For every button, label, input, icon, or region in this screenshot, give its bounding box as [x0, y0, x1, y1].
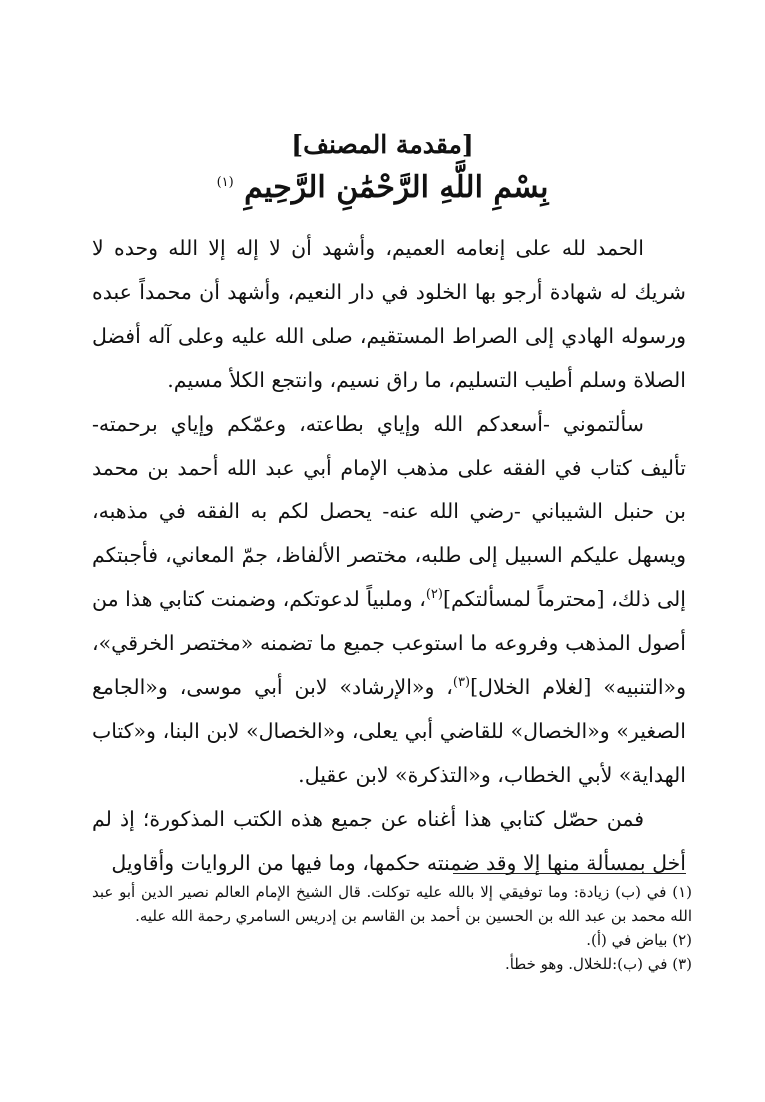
footnotes-section	[92, 880, 692, 976]
chapter-title: [مقدمة المصنف]	[291, 130, 474, 159]
footnote-ref-3: (٣)	[452, 675, 471, 691]
footnote-2: (٢) بياض في (أ).	[586, 931, 692, 949]
paragraph-purpose-part-2: ، وملبياً لدعوتكم، وضمنت كتابي هذا من أصول المذهب وفروعه ما استوعب جميع ما تضمنه «مختصر الخرقي»، و«التنبيه» [لغلام الخلال]	[92, 587, 686, 700]
paragraph-purpose-part-1: سألتموني -أسعدكم الله وإياي بطاعته، وعمّكم وإياي برحمته- تأليف كتاب في الفقه على مذهب الإمام أبي عبد الله أحمد بن محمد بن حنبل الشيباني -رضي الله عنه- يحصل لكم به الفقه في مذهبه، ويسهل عليكم السبيل إلى طلبه، مختصر الألفاظ، جمّ المعاني، فأجبتكم إلى ذلك، [محترماً لمسألتكم]	[92, 411, 686, 612]
footnote-1: (١) في (ب) زيادة: وما توفيقي إلا بالله عليه توكلت. قال الشيخ الإمام العالم نصير الدين أبو عبد الله محمد بن عبد الله بن الحسين بن أحمد بن القاسم بن إدريس السامري رحمة الله عليه.	[92, 883, 692, 925]
basmala-text: بِسْمِ اللَّهِ الرَّحْمَٰنِ الرَّحِيمِ	[244, 170, 549, 205]
footnote-separator	[453, 873, 686, 874]
basmala-line	[0, 166, 765, 210]
paragraph-sufficiency: فمن حصّل كتابي هذا أغناه عن جميع هذه الكتب المذكورة؛ إذ لم أخل بمسألة منها إلا وقد ضمنته حكمها، وما فيها من الروايات وأقاويل	[92, 806, 686, 875]
footnote-ref-1: (١)	[216, 175, 234, 190]
main-text	[92, 227, 686, 886]
paragraph-purpose	[92, 403, 686, 798]
paragraph-praise: الحمد لله على إنعامه العميم، وأشهد أن لا إله إلا الله وحده لا شريك له شهادة أرجو بها الخلود في دار النعيم، وأشهد أن محمداً عبده ورسوله الهادي إلى الصراط المستقيم، صلى الله عليه وعلى آله أفضل الصلاة وسلم أطيب التسليم، ما راق نسيم، وانتجع الكلأ مسيم.	[92, 236, 686, 392]
paragraph-purpose-part-3: ، و«الإرشاد» لابن أبي موسى، و«الجامع الصغير» و«الخصال» للقاضي أبي يعلى، و«الخصال» لابن البنا، و«كتاب الهداية» لأبي الخطاب، و«التذكرة» لابن عقيل.	[92, 675, 686, 787]
footnote-3: (٣) في (ب):للخلال. وهو خطأ.	[504, 955, 692, 973]
footnote-ref-2: (٢)	[425, 587, 443, 603]
